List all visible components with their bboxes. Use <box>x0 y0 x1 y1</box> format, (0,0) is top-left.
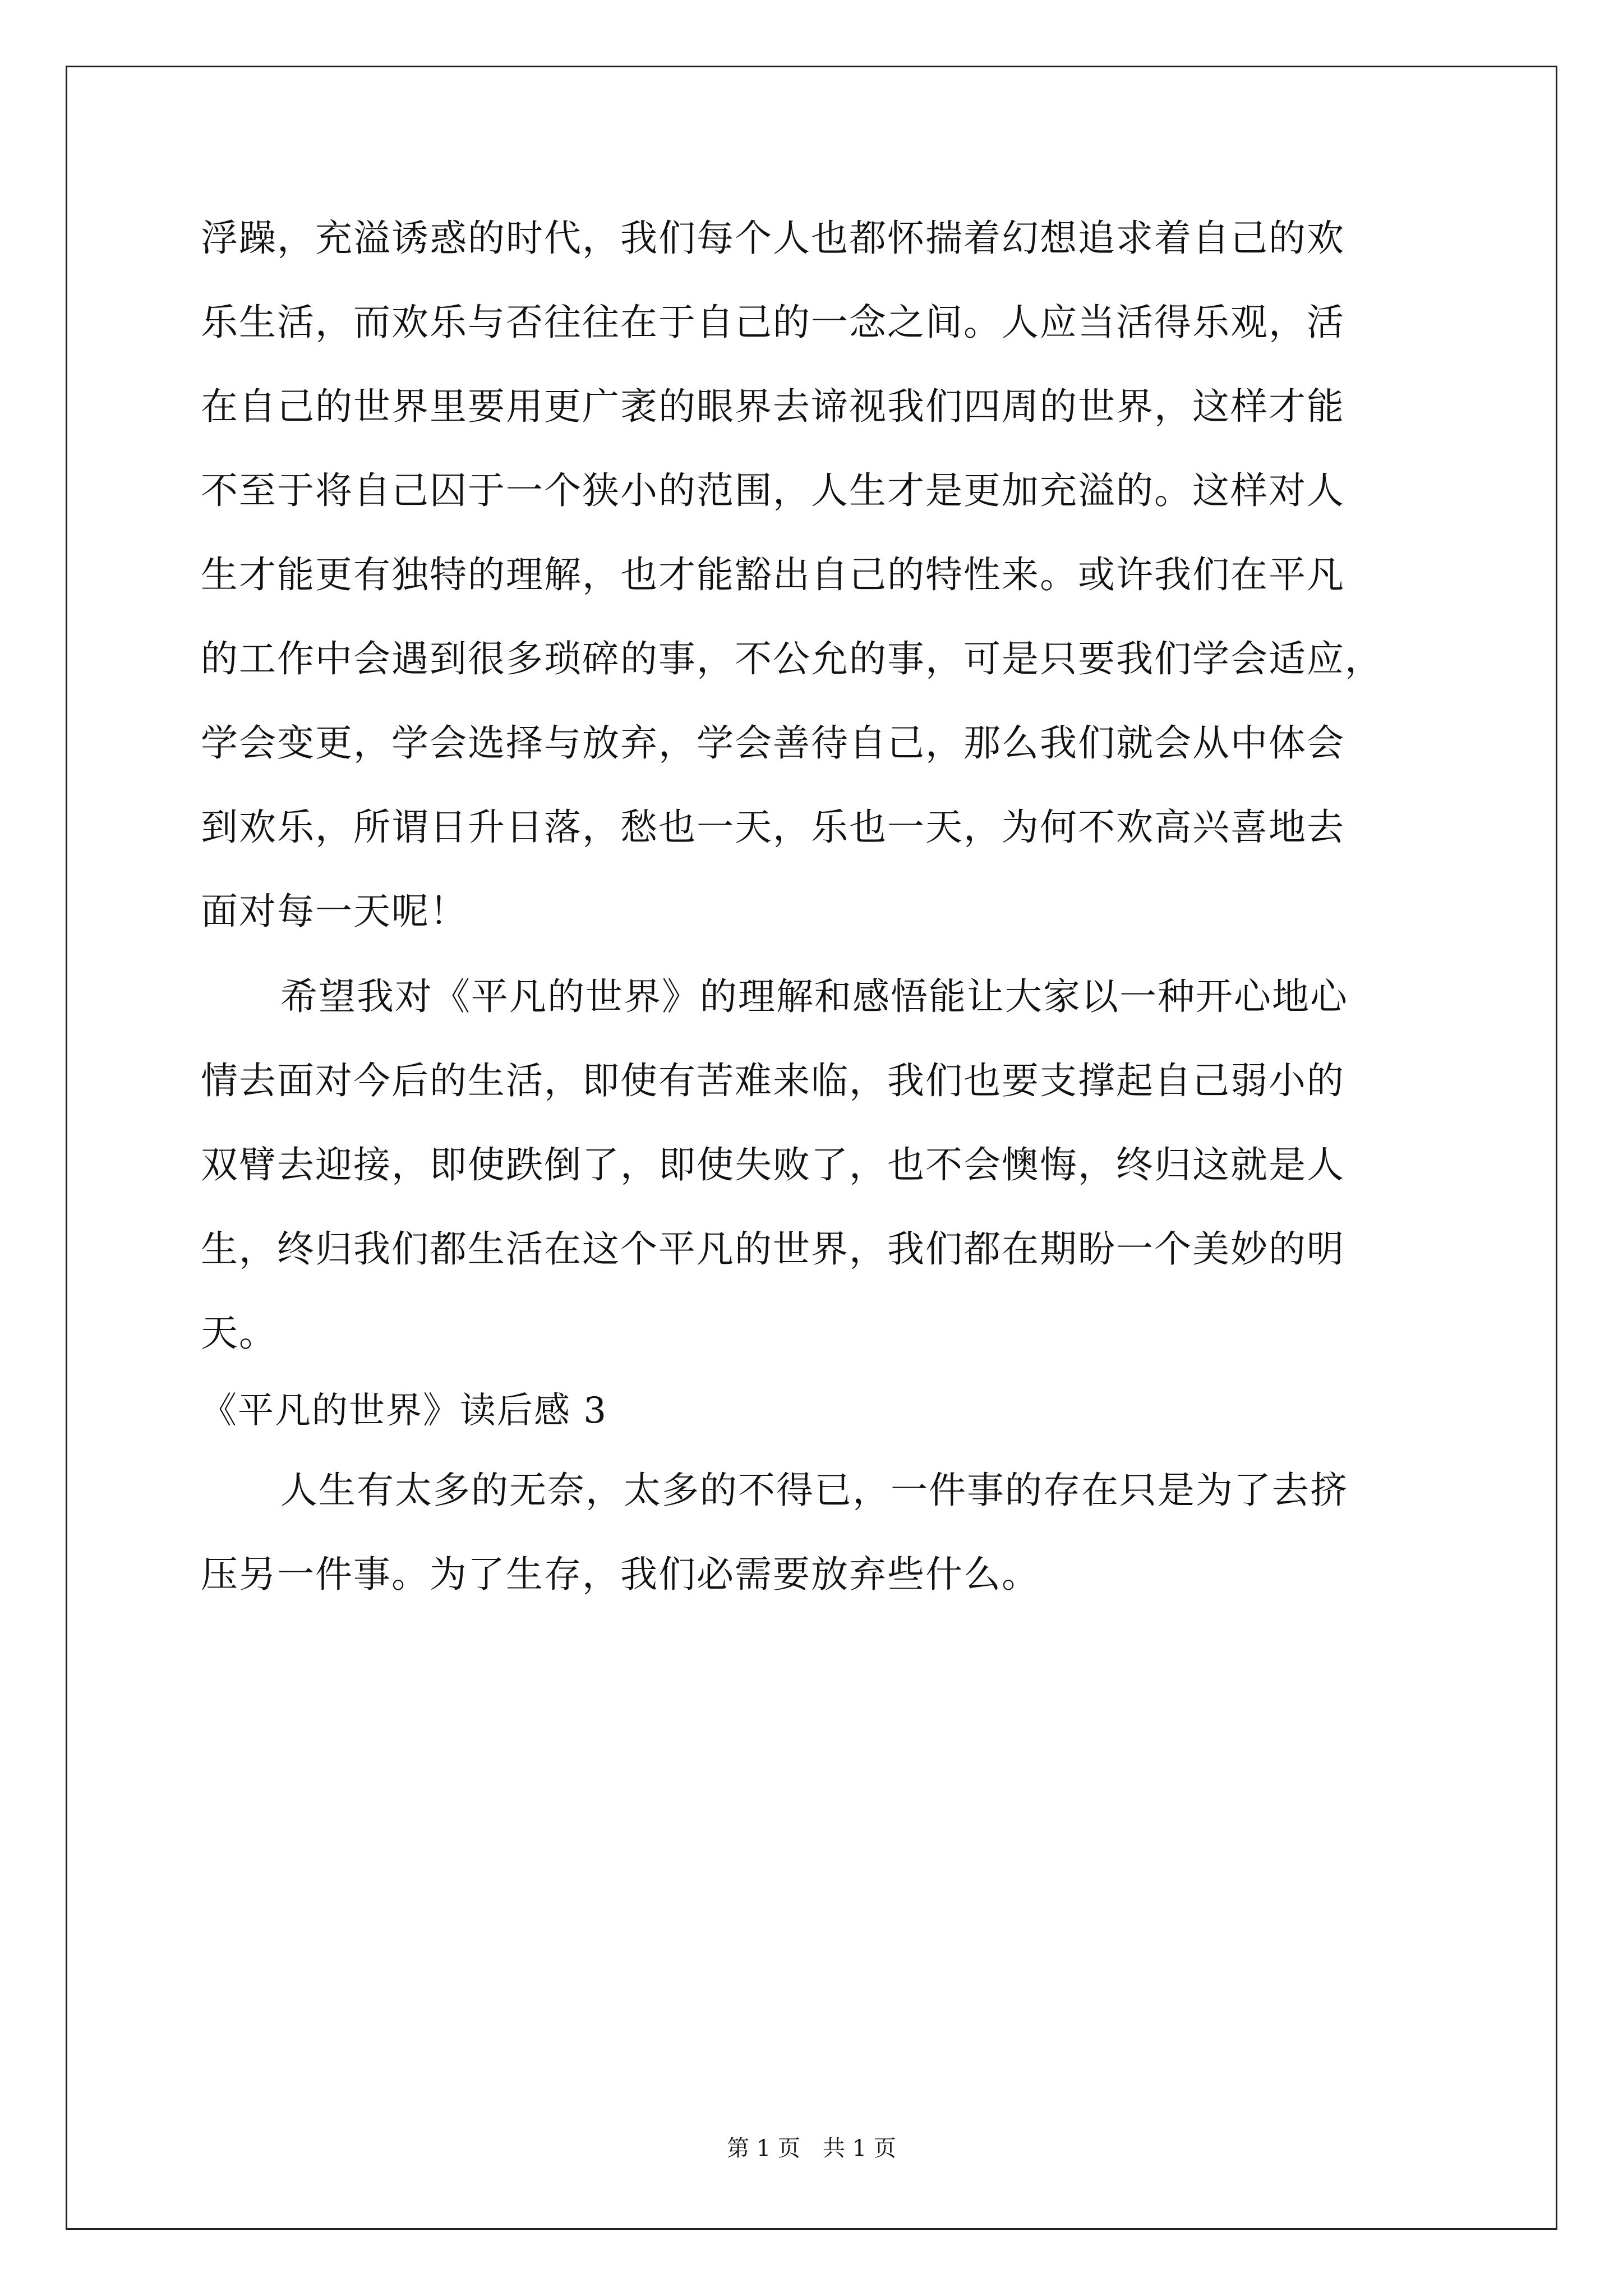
text-line: 学会变更，学会选择与放弃，学会善待自己，那么我们就会从中体会 <box>201 721 1345 765</box>
text-line: 情去面对今后的生活，即使有苦难来临，我们也要支撑起自己弱小的 <box>201 1059 1345 1102</box>
section-title: 《平凡的世界》读后感 3 <box>201 1390 608 1432</box>
text-line: 希望我对《平凡的世界》的理解和感悟能让大家以一种开心地心 <box>280 975 1348 1018</box>
text-line: 生，终归我们都生活在这个平凡的世界，我们都在期盼一个美妙的明 <box>201 1227 1345 1271</box>
text-line: 生才能更有独特的理解，也才能豁出自己的特性来。或许我们在平凡 <box>201 553 1345 596</box>
text-line: 不至于将自己囚于一个狭小的范围，人生才是更加充溢的。这样对人 <box>201 469 1345 512</box>
text-line: 乐生活，而欢乐与否往往在于自己的一念之间。人应当活得乐观，活 <box>201 301 1345 344</box>
text-line: 到欢乐，所谓日升日落，愁也一天，乐也一天，为何不欢高兴喜地去 <box>201 806 1345 849</box>
text-line: 的工作中会遇到很多琐碎的事，不公允的事，可是只要我们学会适应， <box>201 637 1383 680</box>
text-line: 天。 <box>201 1312 277 1355</box>
text-line: 人生有太多的无奈，太多的不得已，一件事的存在只是为了去挤 <box>280 1469 1348 1512</box>
text-line: 浮躁，充溢诱惑的时代，我们每个人也都怀揣着幻想追求着自己的欢 <box>201 217 1345 260</box>
text-line: 面对每一天呢！ <box>201 890 468 933</box>
text-line: 双臂去迎接，即使跌倒了，即使失败了，也不会懊悔，终归这就是人 <box>201 1143 1345 1186</box>
text-line: 在自己的世界里要用更广袤的眼界去谛视我们四周的世界，这样才能 <box>201 385 1345 428</box>
page-footer: 第 1 页 共 1 页 <box>727 2136 896 2161</box>
text-line: 压另一件事。为了生存，我们必需要放弃些什么。 <box>201 1553 1040 1596</box>
